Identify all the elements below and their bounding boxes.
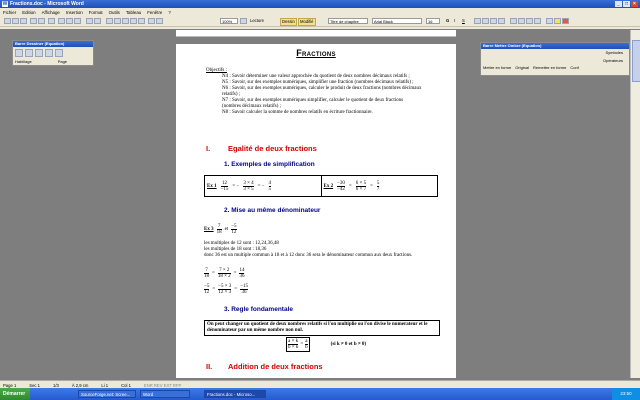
section-1-title: Egalité de deux fractions (228, 144, 317, 153)
denominator: 3 × 5 (243, 186, 254, 192)
open-icon[interactable] (12, 18, 19, 24)
draw-button[interactable]: Dessin (282, 19, 295, 24)
denominator: 12 × 3 (218, 290, 232, 295)
print-icon[interactable] (30, 18, 37, 24)
fraction (221, 181, 229, 192)
align-left-icon[interactable] (474, 18, 481, 24)
spelling-icon[interactable] (48, 18, 55, 24)
objective-item: N5 : Savoir, sur des exemples numériques, simplifier une fraction (nombres décimaux relatifs) ; (222, 80, 414, 85)
indent-icon[interactable] (534, 18, 541, 24)
subsection-3-title: 3. Regle fondamentale (224, 306, 293, 313)
operator: et (224, 227, 229, 232)
symbols-button[interactable]: Symboles (605, 50, 623, 55)
menu-edit[interactable]: Edition (22, 9, 36, 15)
wrap-button[interactable]: Habillage (15, 59, 32, 64)
equals-sign: = (234, 287, 238, 292)
denominator: b × k (288, 345, 299, 350)
read-button[interactable]: Lecture (250, 18, 264, 23)
align-icon[interactable] (45, 49, 53, 57)
numerator: a (305, 339, 308, 344)
numerator: −5 (231, 224, 237, 229)
group-icon[interactable] (55, 49, 63, 57)
denominator: 36 (239, 274, 245, 279)
document-page[interactable] (176, 44, 456, 378)
new-icon[interactable] (4, 18, 11, 24)
fraction (356, 181, 366, 192)
ruler-bar-strip (0, 27, 640, 29)
denominator: 12 (231, 230, 237, 235)
status-column: Col 1 (121, 382, 131, 388)
fraction (217, 224, 222, 235)
fraction (243, 181, 253, 192)
denominator: b (305, 345, 308, 350)
map-icon[interactable] (148, 18, 155, 24)
equation-toolbar-panel[interactable] (480, 42, 630, 76)
window-title: Fractions.doc - Microsoft Word (10, 1, 84, 7)
denominator: −42 (337, 186, 345, 192)
menu-window[interactable]: Fenêtre (147, 9, 163, 15)
status-line: Li 1 (101, 382, 109, 388)
rotate-icon[interactable] (35, 49, 43, 57)
menu-help[interactable]: ? (168, 9, 171, 15)
redo-icon[interactable] (94, 18, 101, 24)
multiples-line: les multiples de 18 sont : 18,36 (204, 247, 267, 252)
font-size-select[interactable]: 16 (426, 18, 440, 24)
operator: = − (232, 183, 240, 189)
numerator: −15 (240, 284, 248, 289)
calculation-1 (204, 268, 244, 279)
pilcrow-icon[interactable] (156, 18, 163, 24)
section-1-number: I. (206, 144, 211, 153)
example-2-label: Ex 2 (323, 183, 334, 189)
vertical-scrollbar[interactable] (630, 30, 640, 378)
menu-insert[interactable]: Insertion (65, 9, 83, 15)
numerator: a × k (288, 339, 299, 344)
numbering-icon[interactable] (510, 18, 517, 24)
numerator: 3 × 4 (243, 180, 254, 186)
objectives-label: Objectifs : (206, 68, 227, 73)
numerator: 7 (205, 268, 208, 273)
scroll-thumb[interactable] (632, 40, 640, 82)
menu-file[interactable]: Fichier (3, 9, 17, 15)
operator: = − (257, 183, 265, 189)
status-page: Page 1 (3, 382, 17, 388)
denominator: 36 (241, 290, 247, 295)
menu-tools[interactable]: Outils (108, 9, 120, 15)
drawing-icon[interactable] (138, 18, 145, 24)
format-button[interactable]: Mettre en forme (483, 65, 512, 70)
rule-condition: (si k ≠ 0 et b ≠ 0) (330, 342, 367, 347)
equation-panel-title: Barre Mettre Ombre (Equation) (481, 43, 629, 49)
crop-icon[interactable] (25, 49, 33, 57)
border-icon[interactable] (546, 18, 553, 24)
link-icon[interactable] (106, 18, 113, 24)
font-select[interactable]: Arial Black (372, 18, 422, 24)
denominator: 6 × 7 (355, 186, 367, 192)
word-icon: W (2, 1, 8, 7)
menu-table[interactable]: Tableau (125, 9, 142, 15)
section-2-title: Addition de deux fractions (228, 362, 323, 371)
operator: = (348, 183, 352, 189)
config-button[interactable]: Conf (570, 65, 579, 70)
horizontal-ruler[interactable] (176, 30, 456, 37)
font-color-icon[interactable] (562, 18, 569, 24)
fraction (337, 181, 345, 192)
undo-icon[interactable] (86, 18, 93, 24)
taskbar-item-active[interactable]: Fractions.doc - Microso... (204, 390, 266, 398)
copy-icon[interactable] (66, 18, 73, 24)
cut-icon[interactable] (58, 18, 65, 24)
example-1-label: Ex 1 (207, 183, 217, 189)
menu-format[interactable]: Format (88, 9, 103, 15)
taskbar-clock: 23:50 (612, 388, 640, 400)
reformat-button[interactable]: Remettre en forme (533, 65, 567, 70)
section-2-number: II. (206, 362, 213, 371)
multiples-line: donc 36 est un multiple commun à 18 et à 12 donc 36 sera le dénominateur commun aux deux fractions. (204, 253, 413, 258)
preview-icon[interactable] (38, 18, 45, 24)
bullets-icon[interactable] (518, 18, 525, 24)
equals-sign: = (300, 342, 304, 347)
menu-bar (0, 8, 640, 16)
denominator: 18 × 2 (217, 274, 231, 279)
numerator: 5 (376, 180, 380, 186)
columns-icon[interactable] (130, 18, 137, 24)
operator: = (370, 183, 373, 189)
table-icon[interactable] (114, 18, 121, 24)
italic-button[interactable]: I (454, 18, 456, 23)
justify-icon[interactable] (498, 18, 505, 24)
close-button[interactable]: × (631, 1, 638, 7)
operators-button[interactable]: Opérateurs (602, 58, 623, 63)
calculation-2 (204, 284, 248, 295)
rule-text: On peut changer un quotient de deux nombres relatifs si l'on multiplie ou l'on divise le numerateur et le dénominateur par un même nombre non nul. (204, 320, 440, 336)
zoom-select[interactable]: 100% (220, 18, 238, 24)
numerator: 7 × 2 (219, 268, 230, 273)
numerator: 14 (239, 268, 245, 273)
align-right-icon[interactable] (490, 18, 497, 24)
denominator: 18 (216, 230, 222, 235)
underline-button[interactable]: S (462, 18, 465, 23)
minimize-button[interactable]: _ (615, 1, 622, 7)
objective-item: N4 : Savoir déterminer une valeur approchée du quotient de deux nombres décimaux relatifs ; (222, 74, 410, 79)
help-icon[interactable] (240, 18, 247, 24)
save-icon[interactable] (20, 18, 27, 24)
objective-item: N6 : Savoir, sur des exemples numériques, calculer le produit de deux fractions (nombres décimaux relatifs) ; (222, 86, 422, 97)
rule-formula (286, 337, 366, 352)
taskbar (0, 388, 640, 400)
status-position: À 2,9 cm (71, 382, 89, 388)
denominator: 18 (204, 274, 209, 279)
numerator: 7 (217, 224, 221, 229)
bold-button[interactable]: G (446, 18, 450, 23)
original-button[interactable]: Original (515, 65, 530, 70)
status-section: Sec 1 (29, 382, 40, 388)
numerator: 6 × 5 (355, 180, 367, 186)
denominator: 7 (376, 186, 380, 192)
objective-item: N7 : Savoir, sur des exemples numériques simplifier, calculer le quotient de deux fractions (nombres décimaux relatifs) ; (222, 98, 404, 109)
select-icon[interactable] (15, 49, 23, 57)
align-center-icon[interactable] (482, 18, 489, 24)
modified-button[interactable]: Modifié (300, 19, 314, 24)
maximize-button[interactable]: □ (624, 1, 629, 7)
start-button[interactable]: Démarrer (0, 388, 30, 400)
numerator: −5 (204, 284, 210, 289)
example-3 (204, 224, 237, 235)
numerator: 12 (222, 180, 227, 186)
menu-view[interactable]: Affichage (41, 9, 60, 15)
drawing-toolbar-panel[interactable] (12, 40, 94, 66)
fraction (269, 181, 272, 192)
doc-title: Fractions (296, 48, 336, 58)
outdent-icon[interactable] (526, 18, 533, 24)
page-button[interactable]: Page (57, 59, 68, 64)
style-select[interactable]: Titre de chapitre (328, 18, 368, 24)
formatting-toolbar (0, 16, 640, 27)
paste-icon[interactable] (74, 18, 81, 24)
numerator: −30 (337, 180, 345, 186)
subsection-1-title: 1. Exemples de simplification (224, 161, 315, 168)
fraction (231, 224, 236, 235)
numerator: −5 × 3 (218, 284, 232, 289)
status-modes: ENR REV EXT RFP (143, 382, 182, 388)
numerator: 4 (268, 180, 272, 186)
fraction (377, 181, 380, 192)
equals-sign: = (212, 271, 215, 276)
denominator: −15 (220, 186, 229, 192)
equals-sign: = (212, 287, 216, 292)
examples-table (204, 175, 438, 197)
highlight-icon[interactable] (554, 18, 561, 24)
example-3-label: Ex 3 (204, 227, 214, 232)
denominator: 5 (268, 186, 272, 192)
denominator: 12 (204, 290, 210, 295)
taskbar-item[interactable]: Word (140, 390, 190, 398)
status-pages: 1/3 (53, 382, 59, 388)
window-titlebar[interactable] (0, 0, 640, 8)
drawing-panel-title: Barre Dessiner (Equation) (13, 41, 93, 47)
multiples-line: les multiples de 12 sont : 12,24,36,48 (204, 241, 279, 246)
equals-sign: = (233, 271, 237, 276)
excel-icon[interactable] (122, 18, 129, 24)
objective-item: N8 : Savoir calculer la somme de nombres relatifs en écriture fractionnaire. (222, 110, 373, 115)
taskbar-item[interactable]: SourceForge.net: Scree... (78, 390, 136, 398)
subsection-2-title: 2. Mise au même dénominateur (224, 207, 321, 214)
